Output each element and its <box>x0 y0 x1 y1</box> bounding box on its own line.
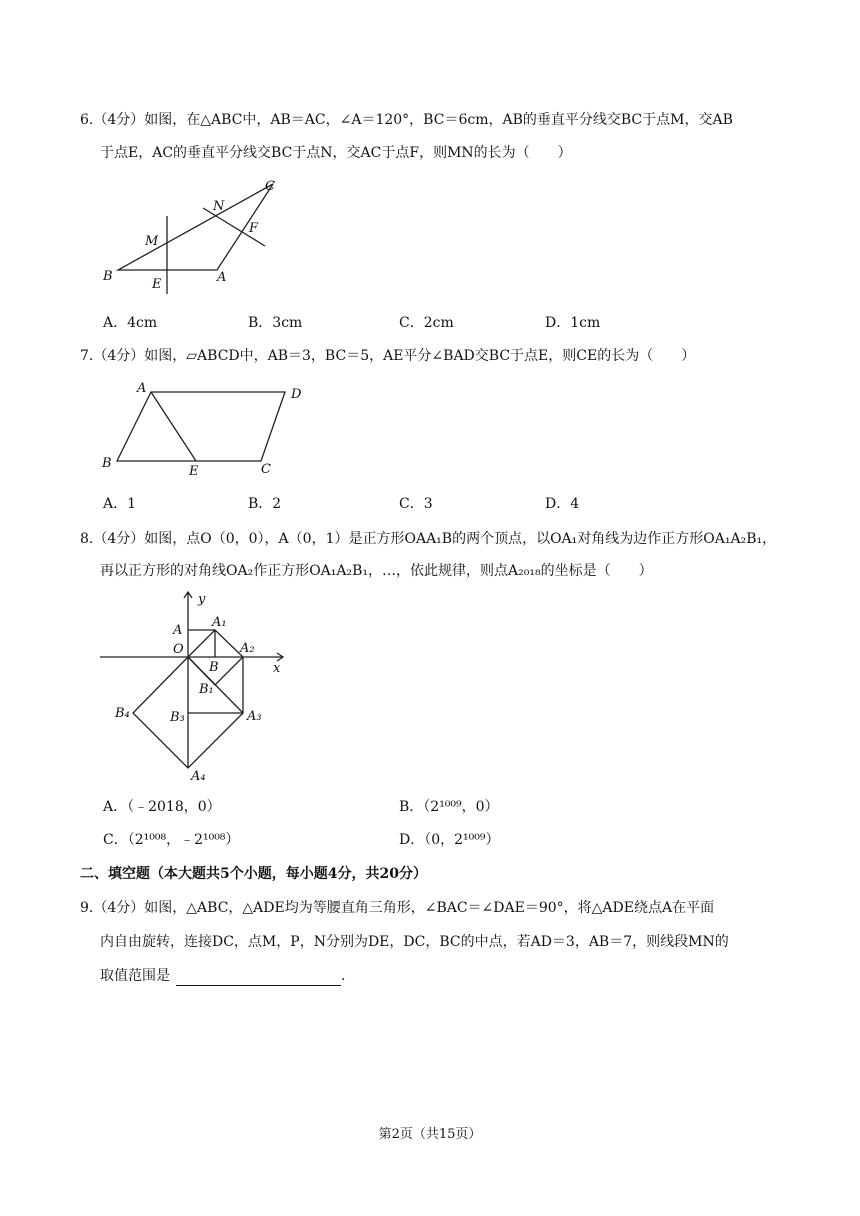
q6-text-line2: 于点E，AC的垂直平分线交BC于点N，交AC于点F，则MN的长为（ ） <box>100 145 572 161</box>
q6-option-d: D．1cm <box>545 315 601 331</box>
q8-figure <box>95 590 305 785</box>
q8-label-a2: A₂ <box>240 641 255 656</box>
q7-option-c: C．3 <box>399 496 433 512</box>
q6-option-a: A．4cm <box>103 315 158 331</box>
q7-label-b: B <box>102 456 112 471</box>
q8-text-line2: 再以正方形的对角线OA₂作正方形OA₁A₂B₁，…，依此规律，则点A₂₀₁₈的坐标是（ ） <box>100 563 653 579</box>
q8-label-b: B <box>209 660 219 675</box>
q6-text-line1: 6.（4分）如图，在△ABC中，AB＝AC，∠A＝120°，BC＝6cm，AB的垂直平分线交BC于点M，交AB <box>80 112 733 128</box>
q6-label-m: M <box>145 234 159 249</box>
q7-label-d: D <box>291 387 302 402</box>
q9-text-line1: 9.（4分）如图，△ABC，△ADE均为等腰直角三角形，∠BAC＝∠DAE＝90°，将△ADE绕点A在平面 <box>80 900 715 916</box>
q6-label-n: N <box>213 199 225 214</box>
q6-option-b: B．3cm <box>248 315 303 331</box>
q7-option-d: D．4 <box>545 496 580 512</box>
q7-label-a: A <box>137 381 147 396</box>
page-footer: 第2页（共15页） <box>378 1127 482 1142</box>
q8-label-b1: B₁ <box>199 682 214 697</box>
q8-label-y: y <box>198 592 206 607</box>
q8-option-c: C．（2¹⁰⁰⁸，﹣2¹⁰⁰⁸） <box>103 832 240 848</box>
q8-option-b: B．（2¹⁰⁰⁹，0） <box>399 799 499 815</box>
q8-label-a1: A₁ <box>212 615 227 630</box>
q8-label-o: O <box>173 642 184 657</box>
q9-answer-blank[interactable] <box>176 971 341 986</box>
q7-text-line1: 7.（4分）如图，▱ABCD中，AB＝3，BC＝5，AE平分∠BAD交BC于点E，则CE的长为（ ） <box>80 348 696 364</box>
q8-option-a: A．（﹣2018，0） <box>103 799 221 815</box>
q8-label-a: A <box>173 623 183 638</box>
q7-figure <box>95 378 315 478</box>
q7-option-a: A．1 <box>103 496 137 512</box>
q9-text-line2: 内自由旋转，连接DC，点M，P，N分别为DE，DC，BC的中点，若AD＝3，AB＝7，则线段MN的 <box>100 934 729 950</box>
q7-label-e: E <box>189 464 199 478</box>
q6-label-f: F <box>249 221 259 236</box>
q8-option-d: D．（0，2¹⁰⁰⁹） <box>399 832 500 848</box>
q7-parallelogram <box>117 392 285 461</box>
q8-diagonal-oa1 <box>188 630 215 657</box>
section-2-heading: 二、填空题（本大题共5个小题，每小题4分，共20分） <box>80 866 427 882</box>
q6-label-b: B <box>103 269 113 284</box>
q7-option-b: B．2 <box>248 496 282 512</box>
q6-label-e: E <box>152 277 162 292</box>
q6-label-a: A <box>217 270 227 285</box>
q9-text-line3-label: 取值范围是 <box>100 968 170 984</box>
q8-label-x: x <box>273 661 281 676</box>
q9-period: . <box>341 968 346 984</box>
q6-label-c: C <box>265 179 275 194</box>
q9-text-line3 <box>100 966 820 986</box>
q8-label-a3: A₃ <box>247 709 262 724</box>
q8-label-b3: B₃ <box>170 710 185 725</box>
q7-segment-ae <box>151 392 196 461</box>
q8-text-line1: 8.（4分）如图，点O（0，0），A（0，1）是正方形OAA₁B的两个顶点，以OA₁对角线为边作正方形OA₁A₂B₁， <box>80 531 777 547</box>
q8-label-a4: A₄ <box>191 769 206 784</box>
q6-figure <box>95 172 285 302</box>
q6-option-c: C．2cm <box>399 315 454 331</box>
q8-label-b4: B₄ <box>115 706 130 721</box>
q7-label-c: C <box>261 462 271 477</box>
